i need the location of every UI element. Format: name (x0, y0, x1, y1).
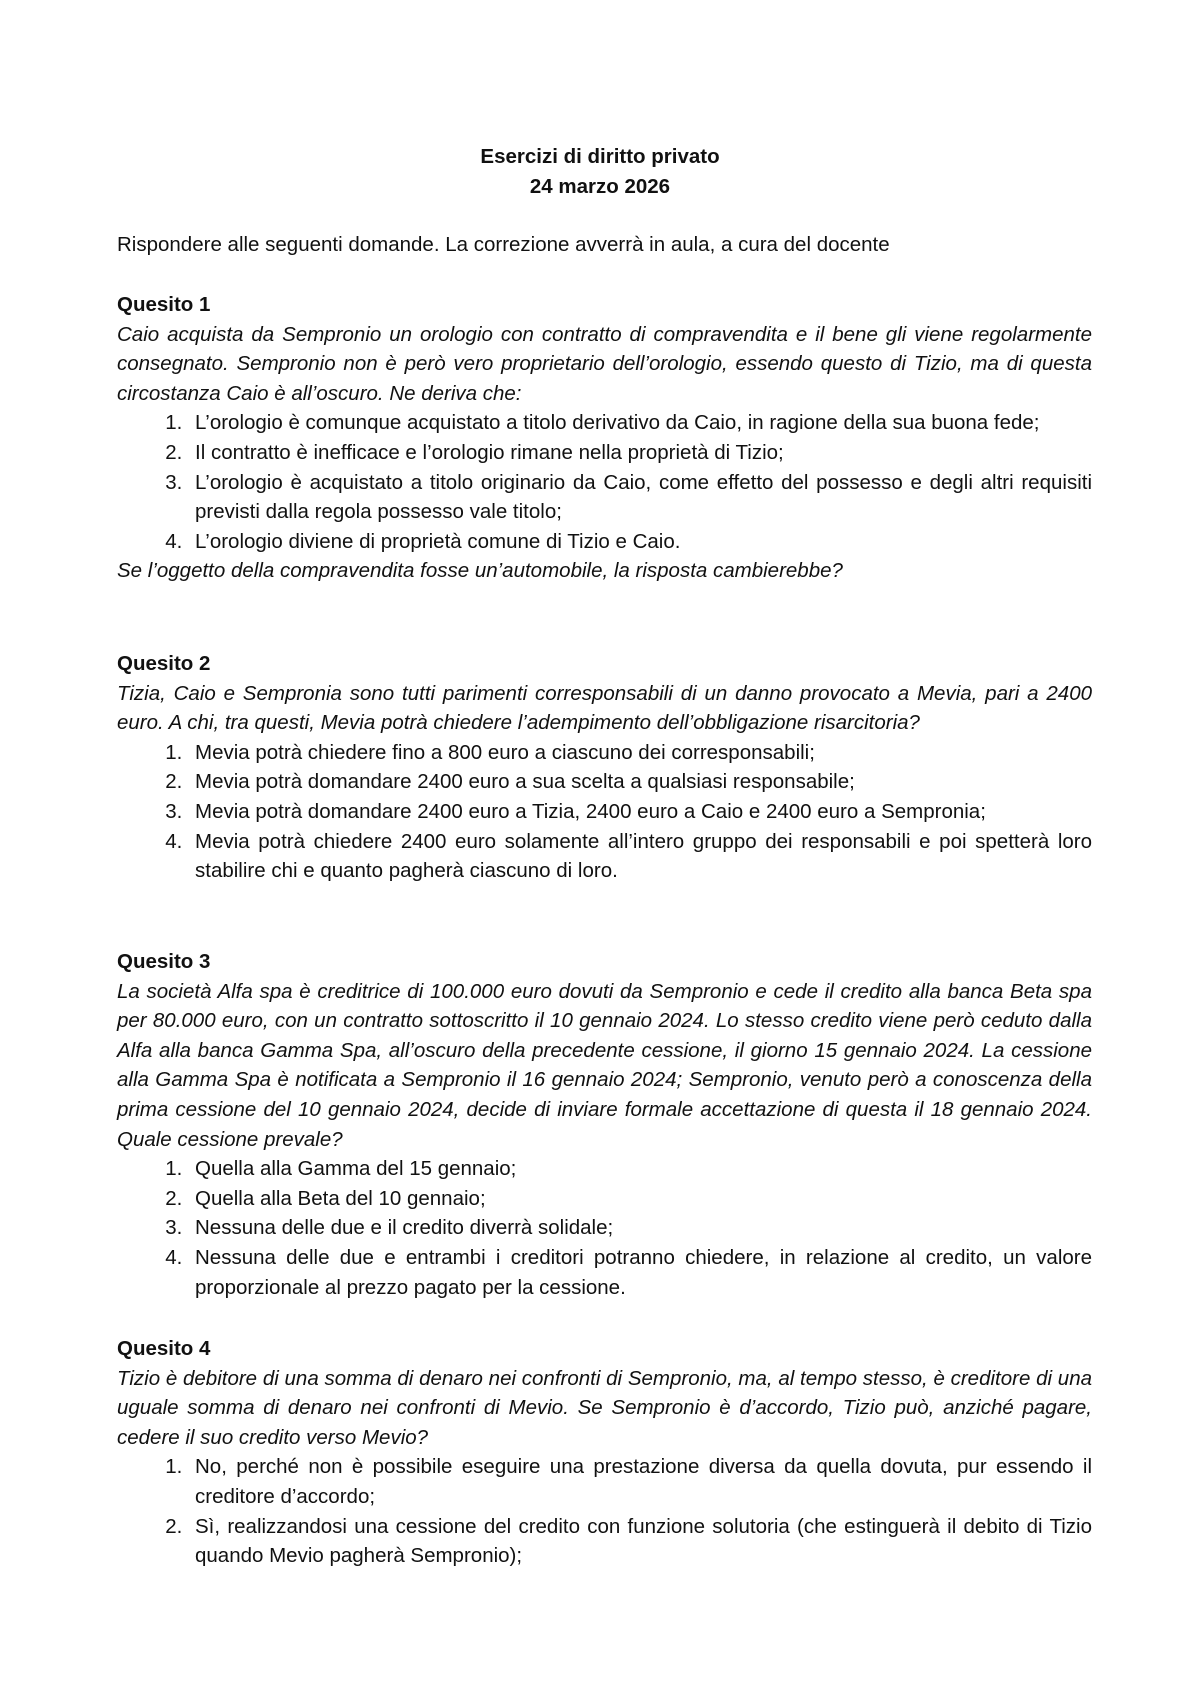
quesito-title: Quesito 3 (117, 950, 211, 973)
answer-option: 2. Quella alla Beta del 10 gennaio; (188, 1184, 1092, 1214)
answer-option: 4. Nessuna delle due e entrambi i creditori potranno chiedere, in relazione al credito, un valore proporzionale al prezzo pagato per la cessione. (188, 1243, 1092, 1302)
quesito-text: La società Alfa spa è creditrice di 100.000 euro dovuti da Sempronio e cede il credito alla banca Beta spa per 80.000 euro, con un contratto sottoscritto il 10 gennaio 2024. Lo stesso credito viene però ceduto dalla Alfa alla banca Gamma Spa, all’oscuro della precedente cessione, il giorno 15 gennaio 2024. La cessione alla Gamma Spa è notificata a Sempronio il 16 gennaio 2024; Sempronio, venuto però a conoscenza della prima cessione del 10 gennaio 2024, decide di inviare formale accettazione di questa il 18 gennaio 2024. Quale cessione prevale? (117, 979, 1092, 1151)
answer-options (117, 1154, 1092, 1302)
quesito-title: Quesito 2 (117, 652, 211, 675)
quesito-followup: Se l’oggetto della compravendita fosse un’automobile, la risposta cambierebbe? (117, 559, 843, 583)
answer-option: 1. L’orologio è comunque acquistato a titolo derivativo da Caio, in ragione della sua buona fede; (188, 408, 1092, 438)
document-header (0, 142, 1200, 201)
quesito-4 (117, 1334, 1092, 1571)
answer-options (117, 738, 1092, 886)
answer-option: 2. Mevia potrà domandare 2400 euro a sua scelta a qualsiasi responsabile; (188, 767, 1092, 797)
quesito-1 (117, 290, 1092, 586)
answer-option: 2. Il contratto è inefficace e l’orologio rimane nella proprietà di Tizio; (188, 438, 1092, 468)
answer-option: 3. L’orologio è acquistato a titolo originario da Caio, come effetto del possesso e degli altri requisiti previsti dalla regola possesso vale titolo; (188, 468, 1092, 527)
answer-option: 1. No, perché non è possibile eseguire una prestazione diversa da quella dovuta, pur essendo il creditore d’accordo; (188, 1452, 1092, 1511)
answer-options (117, 408, 1092, 556)
quesito-text: Tizio è debitore di una somma di denaro nei confronti di Sempronio, ma, al tempo stesso, è creditore di una uguale somma di denaro nei confronti di Mevio. Se Sempronio è d’accordo, Tizio può, anziché pagare, cedere il suo credito verso Mevio? (117, 1366, 1092, 1449)
answer-option: 3. Nessuna delle due e il credito diverrà solidale; (188, 1213, 1092, 1243)
quesito-text: Tizia, Caio e Sempronia sono tutti parimenti corresponsabili di un danno provocato a Mevia, pari a 2400 euro. A chi, tra questi, Mevia potrà chiedere l’adempimento dell’obbligazione risarcitoria? (117, 681, 1092, 735)
answer-option: 2. Sì, realizzandosi una cessione del credito con funzione solutoria (che estinguerà il debito di Tizio quando Mevio pagherà Sempronio); (188, 1512, 1092, 1571)
quesito-title: Quesito 1 (117, 293, 211, 316)
answer-option: 1. Quella alla Gamma del 15 gennaio; (188, 1154, 1092, 1184)
quesito-text: Caio acquista da Sempronio un orologio con contratto di compravendita e il bene gli viene regolarmente consegnato. Sempronio non è però vero proprietario dell’orologio, essendo questo di Tizio, ma di questa circostanza Caio è all’oscuro. Ne deriva che: (117, 322, 1092, 405)
answer-options (117, 1452, 1092, 1570)
quesito-title: Quesito 4 (117, 1337, 211, 1360)
answer-option: 3. Mevia potrà domandare 2400 euro a Tizia, 2400 euro a Caio e 2400 euro a Sempronia; (188, 797, 1092, 827)
answer-option: 4. Mevia potrà chiedere 2400 euro solamente all’intero gruppo dei responsabili e poi spetterà loro stabilire chi e quanto pagherà ciascuno di loro. (188, 827, 1092, 886)
document-date: 24 marzo 2026 (529, 174, 671, 198)
instructions: Rispondere alle seguenti domande. La correzione avverrà in aula, a cura del docente (117, 233, 890, 256)
quesito-3 (117, 947, 1092, 1302)
answer-option: 4. L’orologio diviene di proprietà comune di Tizio e Caio. (188, 527, 1092, 557)
quesito-2 (117, 649, 1092, 886)
answer-option: 1. Mevia potrà chiedere fino a 800 euro a ciascuno dei corresponsabili; (188, 738, 1092, 768)
document-title: Esercizi di diritto privato (480, 145, 720, 168)
